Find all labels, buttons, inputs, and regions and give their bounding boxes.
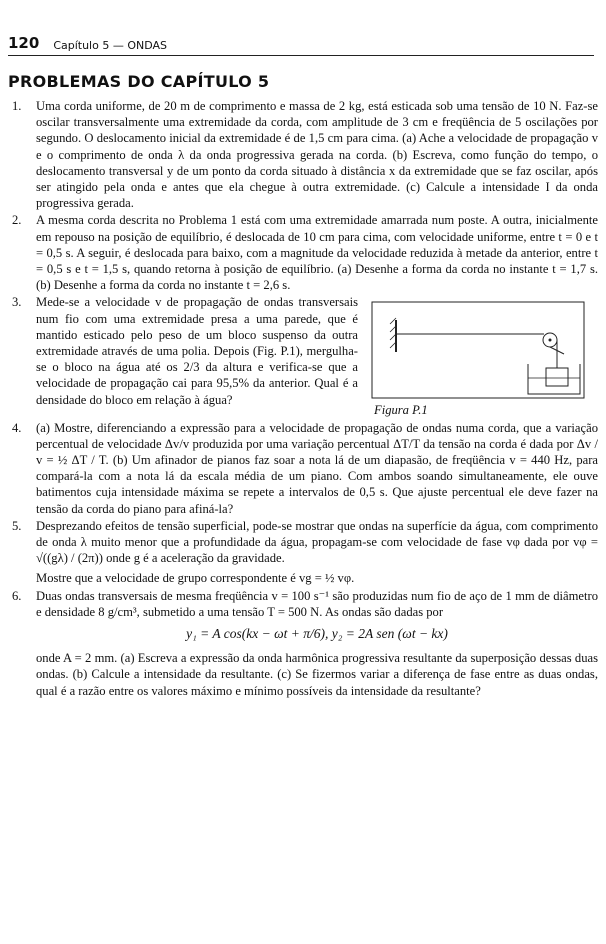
problem-number: 6. (12, 588, 22, 603)
page-header (8, 34, 594, 56)
problem-text-b: (b) Um afinador de pianos faz soar a nota lá de um diapasão, de freqüência v = 440 Hz, para compará-la com a nota lá da escala média de um piano. Com ambos soando simultaneamente, ele ouve batimentos cuja intensidade máxima se repete a intervalos de 0,5 s. Que ajuste percentual ele deve fazer na tensão da corda do piano para afiná-la? (36, 453, 598, 516)
problem-text-a: Desprezando efeitos de tensão superficial, pode-se mostrar que ondas na superfície da água, com comprimento de onda λ muito menor que a profundidade da água, propagam-se com velocidade de fase vφ dada por vφ = √((gλ) / (2π)) onde g é a aceleração da gravidade. (36, 518, 598, 566)
problem-text: A mesma corda descrita no Problema 1 está com uma extremidade amarrada num poste. A outra, inicialmente em repouso na posição de equilíbrio, é deslocada de 10 cm para cima, com velocidade uniforme, entre t = 0 e t = 0,5 s. A seguir, é deslocada para baixo, com a magnitude da velocidade reduzida à metade da anterior, entre t = 0,5 s e t = 1,5 s, quando retorna à posição de equilíbrio. (a) Desenhe a forma da corda no instante t = 1,7 s. (b) Desenhe a forma da corda no instante t = 2,6 s. (36, 213, 598, 293)
problem-text: Uma corda uniforme, de 20 m de comprimento e massa de 2 kg, está esticada sob uma tensão de 10 N. Faz-se oscilar transversalmente uma extremidade da corda, com amplitude de 3 cm e freqüência de 5 oscilações por segundo. O deslocamento inicial da extremidade é de 1,5 cm para cima. (a) Ache a velocidade de propagação v e o comprimento de onda λ da onda progressiva gerada na corda. (b) Escreva, como função do tempo, o deslocamento transversal y de um ponto da corda situado à distância x da extremidade que se faz oscilar, após ser atingido pela onda e antes que ela chegue à outra extremidade. (c) Calcule a intensidade I da onda progressiva gerada. (36, 99, 598, 211)
problem-1 (8, 98, 598, 211)
problem-text: Mede-se a velocidade v de propagação de ondas transversais num fio com uma extremidade presa a uma parede, que é mantido esticado pelo peso de um bloco suspenso da outra extremidade através de uma polia. Depois (Fig. P.1), mergulha-se o bloco na água até os 2/3 da altura e verifica-se que a velocidade de propagação cai para 95,5% da anterior. Qual é a densidade do bloco em relação à água? (36, 295, 358, 407)
problem-3 (8, 294, 598, 418)
problem-2 (8, 212, 598, 293)
section-title: PROBLEMAS DO CAPÍTULO 5 (8, 72, 270, 91)
pulley-axle (549, 339, 552, 342)
problem-4 (8, 420, 598, 517)
figure-frame (372, 302, 584, 398)
figure-p1 (368, 294, 598, 418)
problem-6 (8, 588, 598, 699)
problem-5 (8, 518, 598, 587)
problem-3-body (36, 294, 598, 418)
figure-caption: Figura P.1 (374, 403, 428, 418)
problem-list (8, 98, 598, 700)
problem-text-b: Mostre que a velocidade de grupo correspondente é vg = ½ vφ. (36, 571, 355, 586)
problem-text-a: (a) Mostre, diferenciando a expressão para a velocidade de propagação de ondas numa corda, que a variação percentual de velocidade Δv/v produzida por uma variação percentual ΔT/T da tensão na corda é dada por Δv / v = ½ ΔT / T. (36, 420, 598, 468)
block (546, 368, 568, 386)
problem-number: 5. (12, 518, 22, 533)
chapter-title: Capítulo 5 — ONDAS (53, 39, 168, 52)
problem-number: 2. (12, 213, 22, 228)
problem-text-a: Duas ondas transversais de mesma freqüência v = 100 s⁻¹ são produzidas num fio de aço de 1 mm de diâmetro e densidade 8 g/cm³, submetido a uma tensão T = 500 N. As ondas são dadas por (36, 588, 598, 619)
problem-number: 3. (12, 295, 22, 310)
problem-number: 4. (12, 420, 22, 435)
problem-text-b: onde A = 2 mm. (a) Escreva a expressão da onda harmônica progressiva resultante da superposição dessas duas ondas. (b) Calcule a intensidade da resultante. (c) Se fizermos variar a diferença de fase entre as duas ondas, qual é a razão entre os valores máximo e mínimo possíveis da intensidade da resultante? (36, 651, 598, 698)
wave-equations: y₁ = A cos(kx − ωt + π/6), y₂ = 2A sen (ωt − kx) (186, 626, 448, 642)
pulley-diagram (368, 294, 588, 402)
problem-number: 1. (12, 99, 22, 113)
page-number: 120 (8, 34, 40, 52)
